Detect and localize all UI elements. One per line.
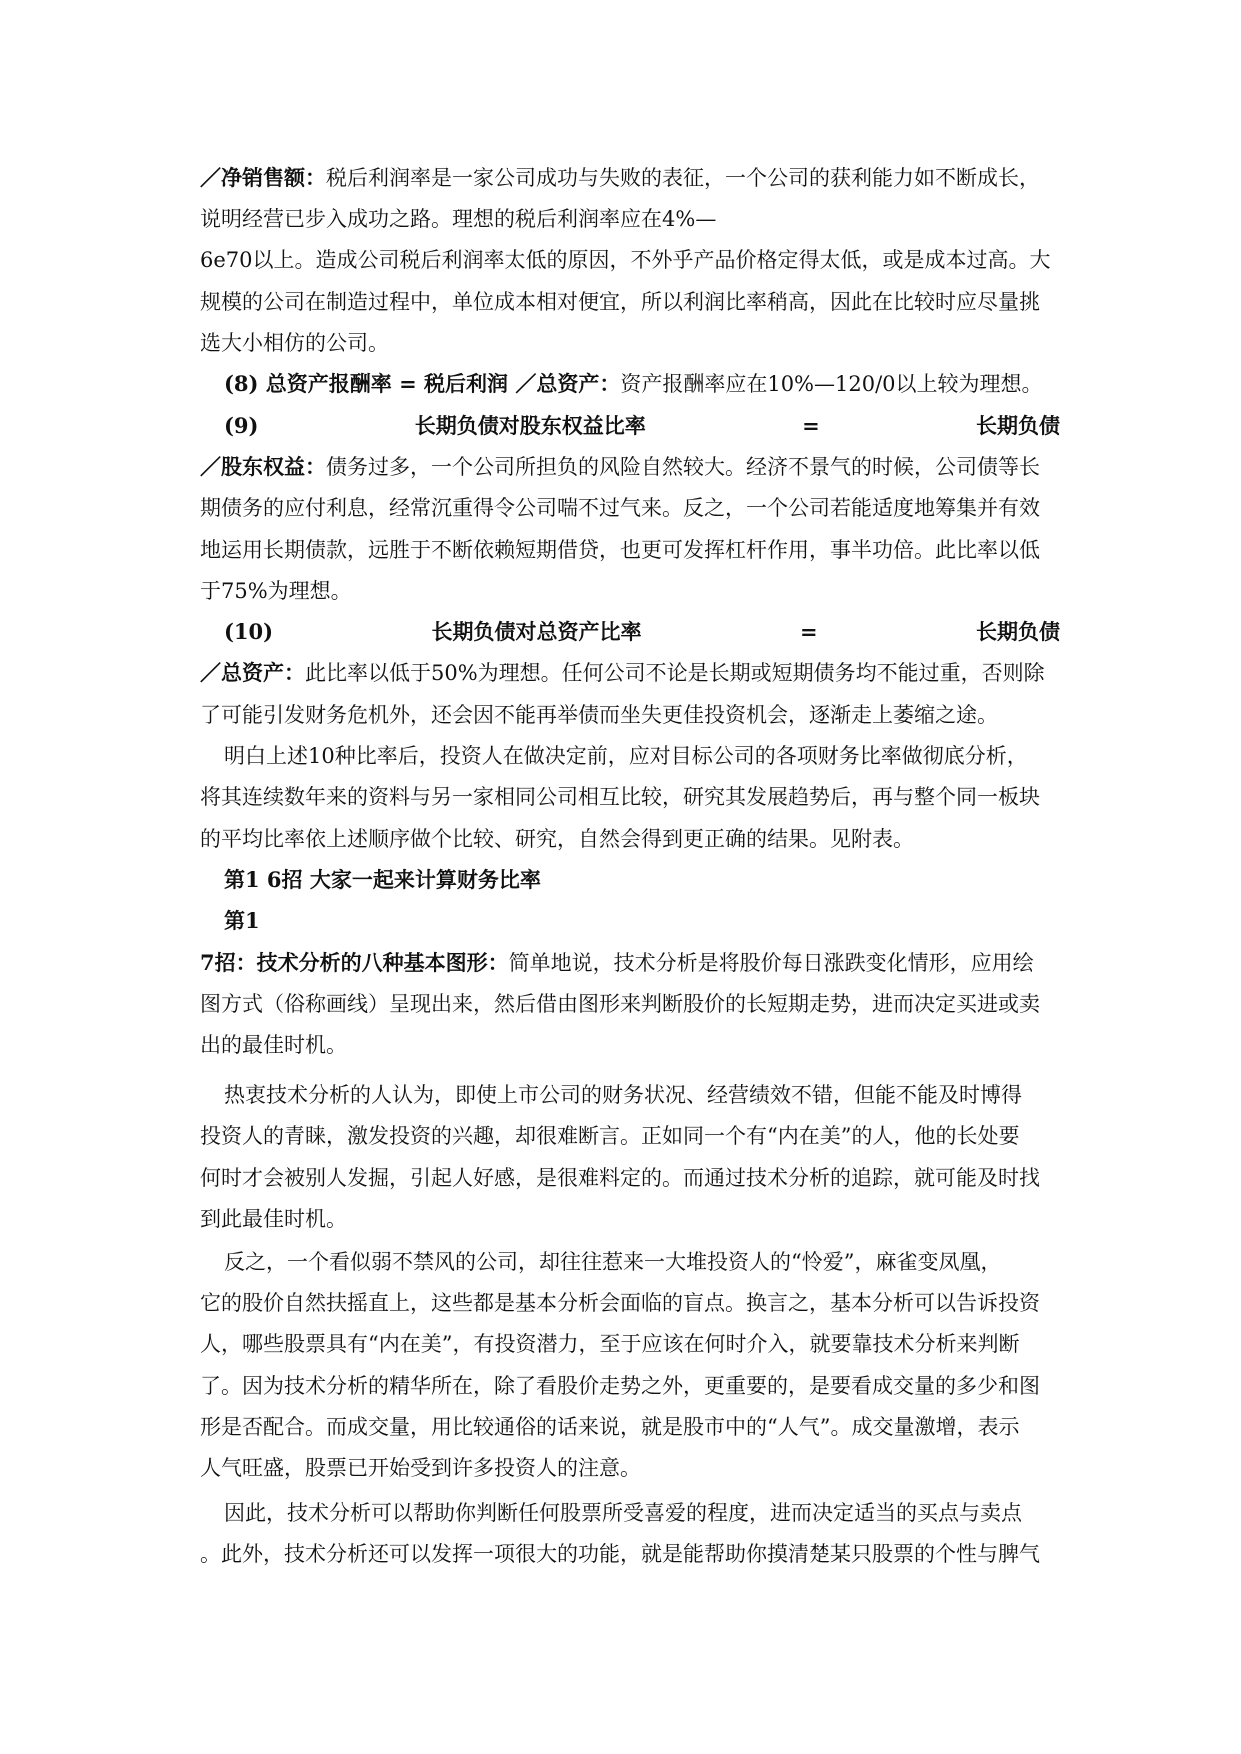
text-line: 选大小相仿的公司。 bbox=[200, 331, 389, 355]
text-line: 期债务的应付利息，经常沉重得令公司喘不过气来。反之，一个公司若能适度地筹集并有效 bbox=[200, 496, 1040, 520]
text-line: 因此，技术分析可以帮助你判断任何股票所受喜爱的程度，进而决定适当的买点与卖点 bbox=[224, 1501, 1022, 1525]
text-line: 的平均比率依上述顺序做个比较、研究，自然会得到更正确的结果。见附表。 bbox=[200, 827, 914, 851]
bold-term: (8) 总资产报酬率 = 税后利润 ／总资产： bbox=[224, 371, 621, 396]
justified-heading bbox=[224, 616, 1060, 648]
bold-term: ／净销售额： bbox=[200, 165, 326, 190]
text-line: 7招：技术分析的八种基本图形：简单地说，技术分析是将股价每日涨跌变化情形，应用绘 bbox=[200, 950, 1034, 975]
justified-heading bbox=[224, 410, 1060, 442]
text-line: 反之，一个看似弱不禁风的公司，却往往惹来一大堆投资人的“怜爱”，麻雀变凤凰， bbox=[224, 1250, 1002, 1274]
ratio-numerator: 长期负债 bbox=[975, 619, 1060, 644]
item-number: (10) bbox=[224, 619, 274, 644]
text-line: 说明经营已步入成功之路。理想的税后利润率应在4%— bbox=[200, 207, 717, 231]
text-line: 规模的公司在制造过程中，单位成本相对便宜，所以利润比率稍高，因此在比较时应尽量挑 bbox=[200, 290, 1040, 314]
text-line: 人气旺盛，股票已开始受到许多投资人的注意。 bbox=[200, 1456, 641, 1480]
text-line: ／股东权益：债务过多，一个公司所担负的风险自然较大。经济不景气的时候，公司债等长 bbox=[200, 454, 1040, 479]
text-line: 地运用长期债款，远胜于不断依赖短期借贷，也更可发挥杠杆作用，事半功倍。此比率以低 bbox=[200, 538, 1040, 562]
text-line: ／净销售额：税后利润率是一家公司成功与失败的表征，一个公司的获利能力如不断成长， bbox=[200, 165, 1040, 190]
text-line: ／总资产：此比率以低于50%为理想。任何公司不论是长期或短期债务均不能过重，否则除 bbox=[200, 660, 1045, 685]
text-line: 将其连续数年来的资料与另一家相同公司相互比较，研究其发展趋势后，再与整个同一板块 bbox=[200, 785, 1040, 809]
text-line: 图方式（俗称画线）呈现出来，然后借由图形来判断股价的长短期走势，进而决定买进或卖 bbox=[200, 992, 1040, 1016]
equals-sign: = bbox=[799, 619, 818, 644]
ratio-title: 长期负债对股东权益比率 bbox=[414, 413, 646, 438]
text-line: 6e70以上。造成公司税后利润率太低的原因，不外乎产品价格定得太低，或是成本过高。大 bbox=[200, 248, 1051, 272]
bold-term: ／总资产： bbox=[200, 660, 305, 685]
text-line: 人，哪些股票具有“内在美”，有投资潜力，至于应该在何时介入，就要靠技术分析来判断 bbox=[200, 1332, 1020, 1356]
text-line: 形是否配合。而成交量，用比较通俗的话来说，就是股市中的“人气”。成交量激增，表示 bbox=[200, 1415, 1020, 1439]
bold-term: ／股东权益： bbox=[200, 454, 326, 479]
ratio-title: 长期负债对总资产比率 bbox=[431, 619, 642, 644]
text-line: 明白上述10种比率后，投资人在做决定前，应对目标公司的各项财务比率做彻底分析， bbox=[224, 744, 1028, 768]
item-number: (9) bbox=[224, 413, 259, 438]
bold-term: 7招：技术分析的八种基本图形： bbox=[200, 950, 509, 975]
section-heading: 第1 6招 大家一起来计算财务比率 bbox=[224, 867, 541, 892]
text-line: (8) 总资产报酬率 = 税后利润 ／总资产：资产报酬率应在10%—120/0以上较为理想。 bbox=[224, 371, 1043, 396]
text-line: 它的股价自然扶摇直上，这些都是基本分析会面临的盲点。换言之，基本分析可以告诉投资 bbox=[200, 1291, 1040, 1315]
text-line: 到此最佳时机。 bbox=[200, 1207, 347, 1231]
text-line: 出的最佳时机。 bbox=[200, 1033, 347, 1057]
ratio-numerator: 长期负债 bbox=[975, 413, 1060, 438]
text-line: 于75%为理想。 bbox=[200, 579, 352, 603]
equals-sign: = bbox=[802, 413, 820, 438]
text-line: 了。因为技术分析的精华所在，除了看股价走势之外，更重要的，是要看成交量的多少和图 bbox=[200, 1374, 1040, 1398]
section-heading: 第1 bbox=[224, 908, 260, 933]
text-line: 了可能引发财务危机外，还会因不能再举债而坐失更佳投资机会，逐渐走上萎缩之途。 bbox=[200, 703, 998, 727]
text-line: 。此外，技术分析还可以发挥一项很大的功能，就是能帮助你摸清楚某只股票的个性与脾气 bbox=[200, 1542, 1040, 1566]
text-line: 何时才会被别人发掘，引起人好感，是很难料定的。而通过技术分析的追踪，就可能及时找 bbox=[200, 1166, 1040, 1190]
text-line: 投资人的青睐，激发投资的兴趣，却很难断言。正如同一个有“内在美”的人，他的长处要 bbox=[200, 1124, 1020, 1148]
text-line: 热衷技术分析的人认为，即使上市公司的财务状况、经营绩效不错，但能不能及时博得 bbox=[224, 1083, 1022, 1107]
